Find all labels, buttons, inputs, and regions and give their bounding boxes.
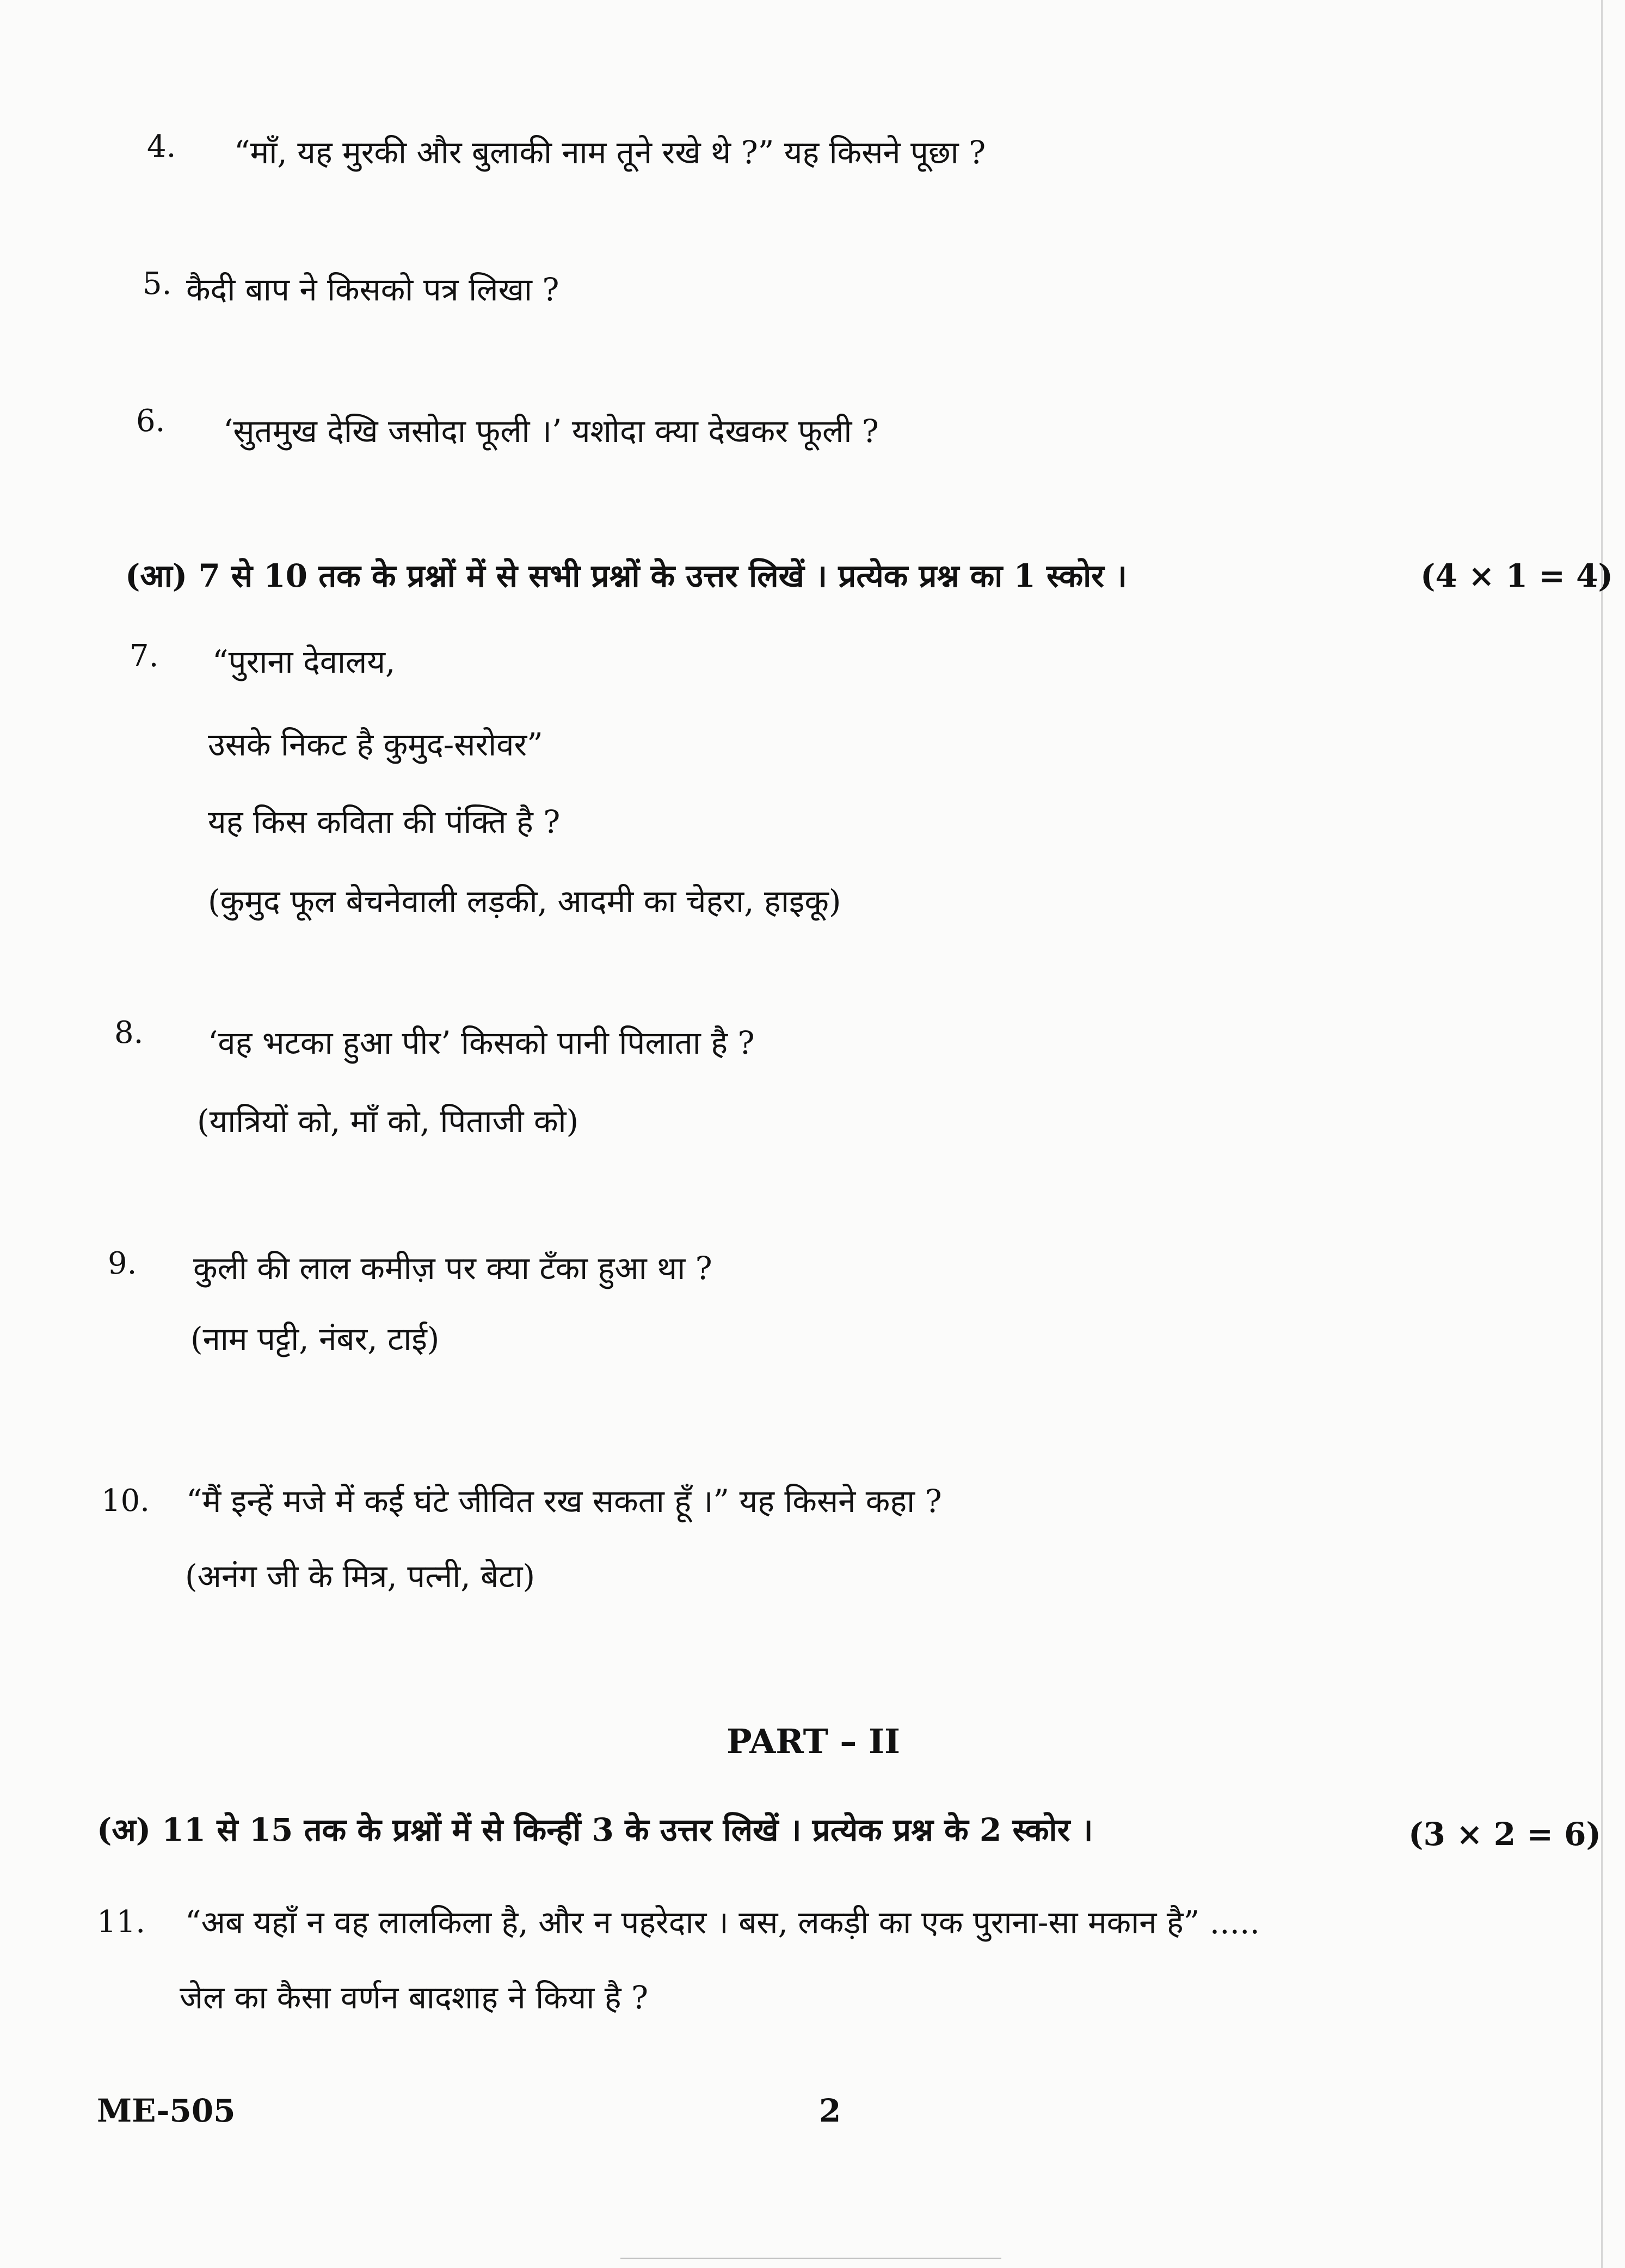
page-edge-shadow	[1601, 0, 1603, 2268]
question-4-number: 4.	[147, 129, 176, 164]
question-5-text: कैदी बाप ने किसको पत्र लिखा ?	[186, 271, 559, 308]
question-10-options: (अनंग जी के मित्र, पत्नी, बेटा)	[185, 1558, 535, 1595]
question-9-number: 9.	[108, 1246, 137, 1281]
question-7-line-3: यह किस कविता की पंक्ति है ?	[208, 803, 561, 840]
part-2-score: (3 × 2 = 6)	[1408, 1816, 1601, 1853]
bottom-divider	[620, 2258, 1001, 2259]
question-11-number: 11.	[97, 1904, 146, 1940]
question-5-number: 5.	[143, 266, 172, 302]
question-7-line-1: “पुराना देवालय,	[212, 643, 396, 680]
part-2-title: PART – II	[727, 1722, 900, 1761]
section-aa-score: (4 × 1 = 4)	[1420, 557, 1613, 594]
question-7-number: 7.	[130, 638, 159, 674]
question-6-text: ‘सुतमुख देखि जसोदा फूली ।’ यशोदा क्या देखकर फूली ?	[223, 413, 879, 450]
section-aa-heading: (आ) 7 से 10 तक के प्रश्नों में से सभी प्रश्नों के उत्तर लिखें । प्रत्येक प्रश्न का 1 स्कोर ।	[125, 557, 1128, 594]
question-6-number: 6.	[136, 403, 165, 439]
question-9-options: (नाम पट्टी, नंबर, टाई)	[190, 1320, 440, 1357]
question-4-text: “माँ, यह मुरकी और बुलाकी नाम तूने रखे थे ?” यह किसने पूछा ?	[234, 134, 986, 171]
question-10-number: 10.	[101, 1483, 150, 1519]
question-8-options: (यात्रियों को, माँ को, पिताजी को)	[197, 1103, 579, 1140]
paper-code: ME-505	[97, 2092, 236, 2129]
question-8-text: ‘वह भटका हुआ पीर’ किसको पानी पिलाता है ?	[208, 1024, 755, 1061]
question-8-number: 8.	[114, 1015, 144, 1050]
question-7-line-2: उसके निकट है कुमुद-सरोवर”	[208, 726, 543, 763]
question-7-options: (कुमुद फूल बेचनेवाली लड़की, आदमी का चेहरा, हाइकू)	[208, 883, 841, 920]
question-9-text: कुली की लाल कमीज़ पर क्या टँका हुआ था ?	[193, 1250, 712, 1287]
part-2-heading: (अ) 11 से 15 तक के प्रश्नों में से किन्हीं 3 के उत्तर लिखें । प्रत्येक प्रश्न के 2 स्कोर ।	[97, 1811, 1093, 1848]
page-number: 2	[819, 2092, 841, 2129]
question-11-line-1: “अब यहाँ न वह लालकिला है, और न पहरेदार । बस, लकड़ी का एक पुराना-सा मकान है” .....	[185, 1904, 1260, 1941]
question-11-line-2: जेल का कैसा वर्णन बादशाह ने किया है ?	[180, 1979, 649, 2016]
question-10-text: “मैं इन्हें मजे में कई घंटे जीवित रख सकता हूँ ।” यह किसने कहा ?	[186, 1483, 942, 1520]
